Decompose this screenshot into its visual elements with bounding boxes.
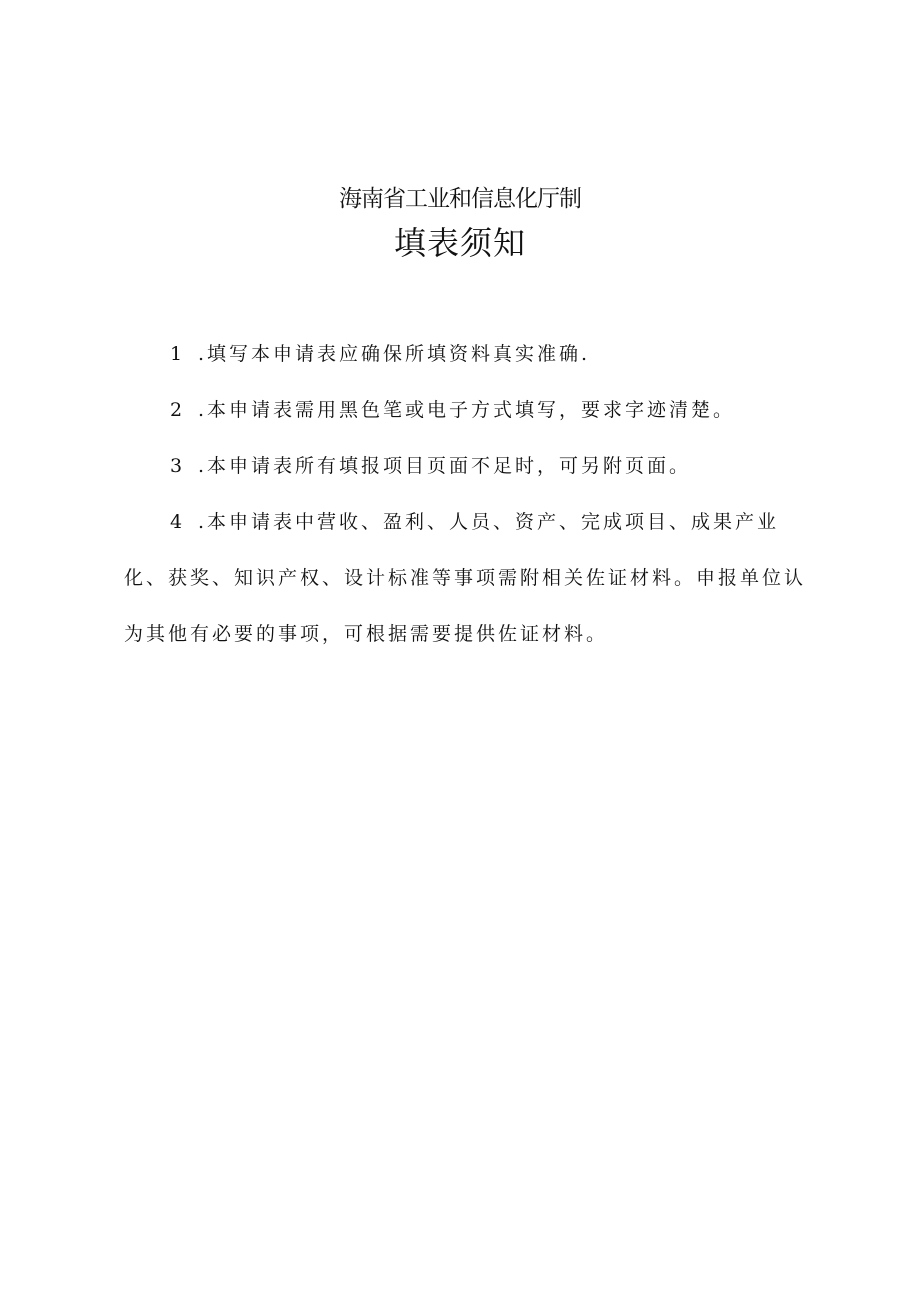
instruction-text: .本申请表需用黑色笔或电子方式填写，要求字迹清楚。 <box>198 399 736 421</box>
instruction-number: 2 <box>170 399 186 421</box>
instruction-item <box>124 326 814 382</box>
instruction-text: .填写本申请表应确保所填资料真实准确. <box>198 343 591 365</box>
issuer-line: 海南省工业和信息化厅制 <box>339 186 581 212</box>
instruction-item <box>124 494 814 662</box>
instruction-number: 4 <box>170 511 186 533</box>
page-title: 填表须知 <box>393 224 526 262</box>
instructions-list <box>124 326 814 662</box>
instruction-number: 3 <box>170 455 186 477</box>
instruction-text: .本申请表中营收、盈利、人员、资产、完成项目、成果产业化、获奖、知识产权、设计标准等事项需附相关佐证材料。申报单位认为其他有必要的事项，可根据需要提供佐证材料。 <box>124 511 807 645</box>
instruction-item <box>124 382 814 438</box>
instruction-number: 1 <box>170 343 186 365</box>
instruction-item <box>124 438 814 494</box>
instruction-text: .本申请表所有填报项目页面不足时，可另附页面。 <box>198 455 692 477</box>
